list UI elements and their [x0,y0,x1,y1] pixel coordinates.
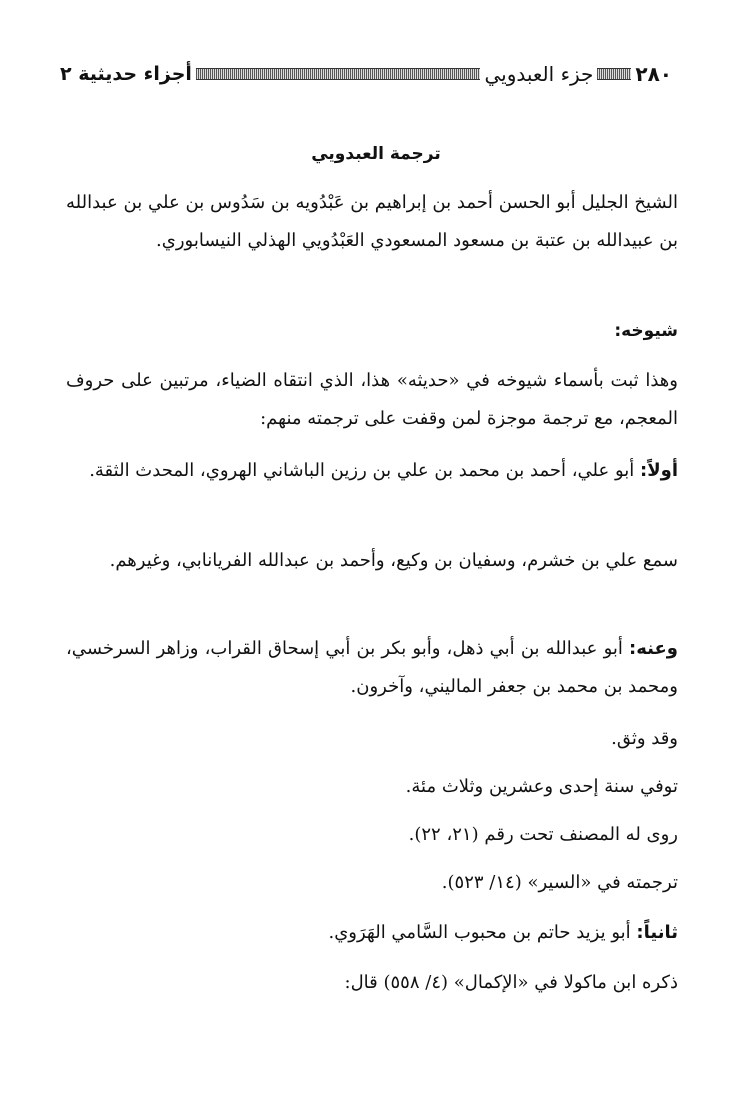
paragraph-text: أبو يزيد حاتم بن محبوب السَّامي الهَرَوي. [328,922,631,943]
header-rule [597,68,631,80]
paragraph-ikmal: ذكره ابن ماكولا في «الإكمال» (٤/ ٥٥٨) قال: [344,972,678,993]
paragraph-narrators [66,630,678,706]
header-rule [196,68,481,80]
paragraph-text: أبو عبدالله بن أبي ذهل، وأبو بكر بن أبي إسحاق القراب، وزاهر السرخسي، ومحمد بن محمد بن جعفر الماليني، وآخرون. [66,638,678,697]
paragraph-death: توفي سنة إحدى وعشرين وثلاث مئة. [405,776,678,797]
ordinal-label: ثانياً: [636,922,678,943]
paragraph-reference: ترجمته في «السير» (١٤/ ٥٢٣). [441,872,678,893]
paragraph-text: أبو علي، أحمد بن محمد بن علي بن رزين الباشاني الهروي، المحدث الثقة. [89,460,635,481]
label-wa-anhu: وعنه: [629,638,678,659]
paragraph-intro: وهذا ثبت بأسماء شيوخه في «حديثه» هذا، الذي انتقاه الضياء، مرتبين على حروف المعجم، مع ترجمة موجزة لمن وقفت على ترجمته منهم: [66,370,678,429]
paragraph-lineage: الشيخ الجليل أبو الحسن أحمد بن إبراهيم بن عَبْدُويه بن سَدُوس بن علي بن عبدالله بن عبيدالله بن عتبة بن مسعود المسعودي العَبْدُويي الهذلي النيسابوري. [66,192,678,251]
ordinal-label: أولاً: [640,460,678,481]
shuyukh-heading: شيوخه: [614,321,678,341]
paragraph-second-sheikh [66,914,678,952]
section-title: ترجمة العبدويي [311,144,441,164]
paragraph-heard-from: سمع علي بن خشرم، وسفيان بن وكيع، وأحمد بن عبدالله الفريانابي، وغيرهم. [109,550,678,571]
running-header [60,56,672,92]
paragraph-narrated: روى له المصنف تحت رقم (٢١، ٢٢). [408,824,678,845]
paragraph-first-sheikh [66,452,678,490]
book-title: أجزاء حديثية ٢ [60,63,192,85]
page-number: ٢٨٠ [635,62,672,86]
part-title: جزء العبدويي [484,62,594,86]
paragraph-trust: وقد وثق. [611,728,678,749]
